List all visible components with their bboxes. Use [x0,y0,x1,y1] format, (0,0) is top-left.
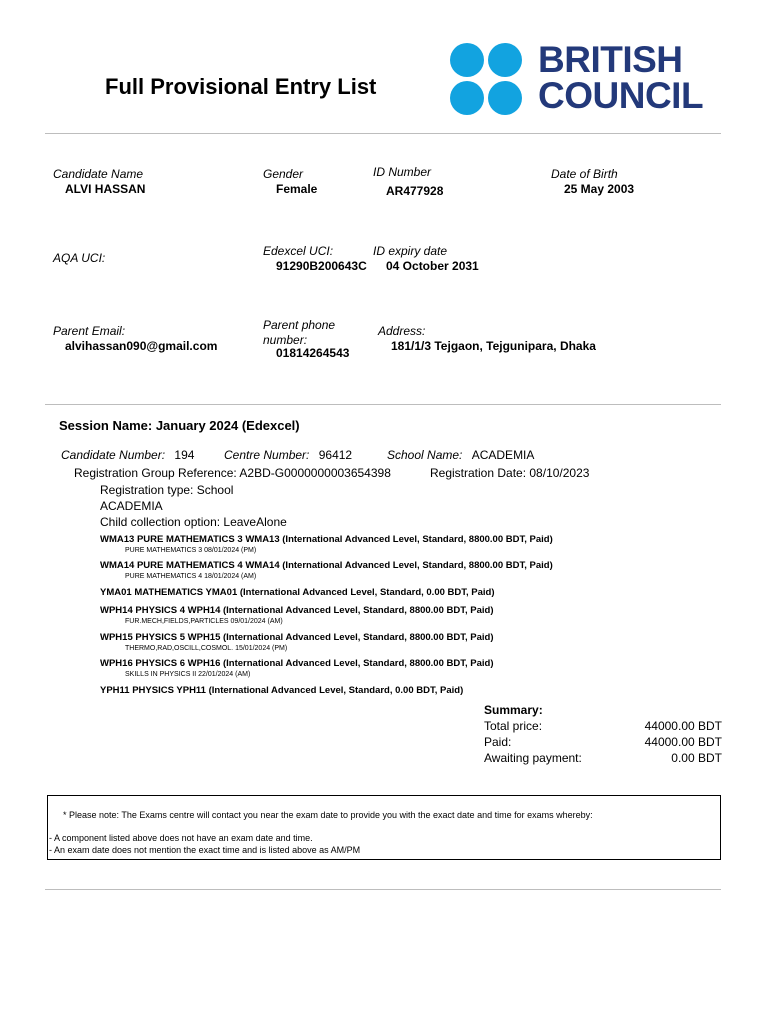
course-exam-date: PURE MATHEMATICS 3 08/01/2024 (PM) [125,547,257,554]
candidate-name-label: Candidate Name [53,167,144,181]
centre-number-value: 96412 [318,448,353,462]
total-price-value: 44000.00 BDT [644,719,722,733]
candidate-number-value: 194 [174,448,195,462]
aqa-uci-label: AQA UCI: [53,251,106,265]
summary-awaiting-row [484,751,722,765]
course-title: WPH14 PHYSICS 4 WPH14 (International Advanced Level, Standard, 8800.00 BDT, Paid) [100,605,494,616]
course-title: WPH16 PHYSICS 6 WPH16 (International Advanced Level, Standard, 8800.00 BDT, Paid) [100,658,494,669]
course-exam-date: SKILLS IN PHYSICS II 22/01/2024 (AM) [125,671,251,678]
course-exam-date: PURE MATHEMATICS 4 18/01/2024 (AM) [125,573,257,580]
registration-type: Registration type: School [100,483,234,497]
course-title: YPH11 PHYSICS YPH11 (International Advanced Level, Standard, 0.00 BDT, Paid) [100,685,464,696]
parent-phone-label-1: Parent phone [263,318,336,332]
page-title: Full Provisional Entry List [105,74,377,99]
school-name-row [387,448,534,462]
summary-paid-row [484,735,722,749]
school-name-value: ACADEMIA [471,448,535,462]
id-number-label: ID Number [373,165,432,179]
divider [45,404,721,405]
course-title: WPH15 PHYSICS 5 WPH15 (International Advanced Level, Standard, 8800.00 BDT, Paid) [100,632,494,643]
registration-date: Registration Date: 08/10/2023 [430,466,590,480]
registration-group-reference: Registration Group Reference: A2BD-G0000000003654398 [74,466,391,480]
paid-label: Paid: [484,735,512,749]
logo-line-council: COUNCIL [538,75,704,116]
awaiting-payment-label: Awaiting payment: [484,751,582,765]
address-label: Address: [378,324,426,338]
note-line: * Please note: The Exams centre will contact you near the exam date to provide you with the exact date and time for exams whereby: [63,810,593,820]
parent-email-value: alvihassan090@gmail.com [65,339,218,353]
course-exam-date: THERMO,RAD,OSCILL,COSMOL. 15/01/2024 (PM) [125,645,288,652]
awaiting-payment-value: 0.00 BDT [671,751,722,765]
course-title: WMA14 PURE MATHEMATICS 4 WMA14 (International Advanced Level, Standard, 8800.00 BDT, Paid) [100,560,553,571]
candidate-number-row [61,448,194,462]
exam-note-box [47,795,721,860]
dob-label: Date of Birth [551,167,618,181]
divider [45,133,721,134]
divider [45,889,721,890]
logo-line-british: BRITISH [538,39,683,80]
id-expiry-value: 04 October 2031 [386,259,479,273]
edexcel-uci-value: 91290B200643C [276,259,367,273]
school-line: ACADEMIA [100,499,163,513]
parent-email-label: Parent Email: [53,324,126,338]
summary-total-row [484,719,722,733]
gender-label: Gender [263,167,304,181]
school-name-label: School Name: [387,448,463,462]
note-line: - A component listed above does not have an exam date and time. [49,833,313,843]
edexcel-uci-label: Edexcel UCI: [263,244,334,258]
course-title: YMA01 MATHEMATICS YMA01 (International Advanced Level, Standard, 0.00 BDT, Paid) [100,587,495,598]
child-collection-option: Child collection option: LeaveAlone [100,515,287,529]
dob-value: 25 May 2003 [564,182,635,196]
paid-value: 44000.00 BDT [644,735,722,749]
course-title: WMA13 PURE MATHEMATICS 3 WMA13 (International Advanced Level, Standard, 8800.00 BDT, Paid) [100,534,553,545]
parent-phone-label-2: number: [263,333,308,347]
parent-phone-value: 01814264543 [276,346,350,360]
british-council-logo-text [538,39,704,116]
centre-number-row [224,448,352,462]
gender-value: Female [276,182,318,196]
address-value: 181/1/3 Tejgaon, Tejgunipara, Dhaka [391,339,596,353]
id-number-value: AR477928 [386,184,444,198]
course-exam-date: FUR.MECH,FIELDS,PARTICLES 09/01/2024 (AM) [125,618,283,625]
id-expiry-label: ID expiry date [373,244,448,258]
summary-heading: Summary: [484,703,543,717]
session-name: Session Name: January 2024 (Edexcel) [59,418,300,433]
candidate-number-label: Candidate Number: [61,448,166,462]
note-line: - An exam date does not mention the exact time and is listed above as AM/PM [49,845,361,855]
candidate-name: ALVI HASSAN [65,182,146,196]
total-price-label: Total price: [484,719,543,733]
centre-number-label: Centre Number: [224,448,310,462]
british-council-logo-dots [450,43,526,115]
